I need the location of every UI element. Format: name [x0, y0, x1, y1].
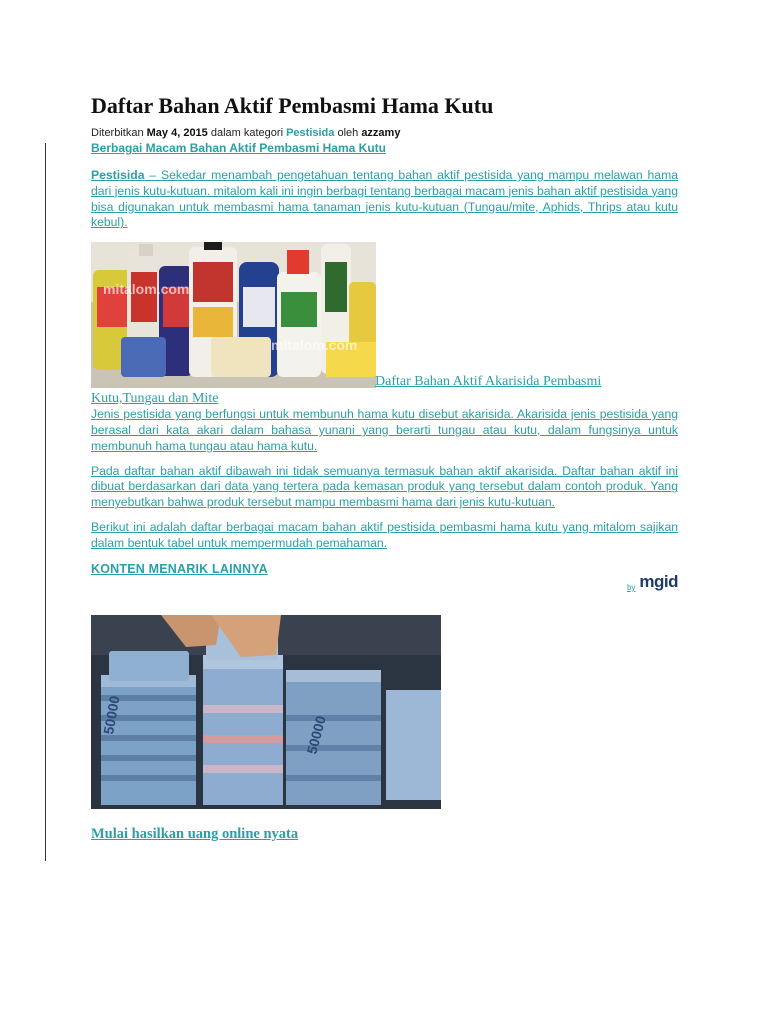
mgid-branding[interactable]	[627, 572, 678, 592]
publish-date: May 4, 2015	[146, 127, 208, 139]
money-stacks-photo[interactable]	[91, 615, 441, 809]
article-title: Daftar Bahan Aktif Pembasmi Hama Kutu	[91, 93, 494, 118]
related-content-heading[interactable]: KONTEN MENARIK LAINNYA	[91, 561, 268, 576]
by-label: by	[626, 583, 636, 592]
image-caption-link[interactable]: Daftar Bahan Aktif Akarisida Pembasmi	[375, 374, 602, 390]
banknote-value-2: 50000	[303, 714, 329, 756]
paragraph-tabel[interactable]: Berikut ini adalah daftar berbagai macam bahan aktif pestisida pembasmi hama kutu yang mitalom sajikan dalam bentuk tabel untuk mempermudah pemahaman.	[91, 519, 678, 550]
category-link[interactable]: Pestisida	[286, 127, 335, 139]
banknote-value: 50000	[100, 694, 123, 736]
published-prefix: Diterbitkan	[91, 127, 144, 139]
mgid-logo: mgid	[639, 572, 678, 591]
watermark-text: mitalom.com	[103, 281, 190, 298]
category-prefix: dalam kategori	[210, 127, 284, 139]
intro-text: – Sekedar menambah pengetahuan tentang bahan aktif pestisida yang mampu melawan hama dari jenis kutu-kutuan. mitalom kali ini ingin berbagi tentang berbagai macam jenis bahan aktif pestisida yang bisa digunakan untuk membasmi hama tanaman jenis kutu-kutuan (Tungau/mite, Aphids, Thrips atau kutu kebul).	[91, 168, 678, 230]
image-caption-link-line2[interactable]: Kutu,Tungau dan Mite	[91, 391, 219, 407]
author-name: azzamy	[361, 127, 401, 139]
pesticide-products-photo[interactable]	[91, 242, 376, 388]
ad-title-link[interactable]: Mulai hasilkan uang online nyata	[91, 826, 299, 842]
paragraph-akarisida[interactable]: Jenis pestisida yang berfungsi untuk membunuh hama kutu disebut akarisida. Akarisida jenis pestisida yang berasal dari kata akari dalam bahasa yunani yang berarti tungau atau kutu, dalam fungsinya untuk membunuh hama tungau atau hama kutu.	[91, 407, 678, 453]
author-prefix: oleh	[337, 127, 359, 139]
watermark-text-2: mitalom.com	[271, 337, 358, 354]
article-subheading-link[interactable]: Berbagai Macam Bahan Aktif Pembasmi Hama Kutu	[91, 141, 386, 155]
paragraph-daftar[interactable]: Pada daftar bahan aktif dibawah ini tidak semuanya termasuk bahan aktif akarisida. Daftar bahan aktif ini dibuat berdasarkan dari data yang tertera pada kemasan produk yang tersebut dalam contoh produk. Yang menyebutkan bahwa produk tersebut mampu membasmi hama dari jenis kutu-kutuan.	[91, 463, 678, 510]
article-meta	[91, 126, 678, 140]
intro-lead: Pestisida	[91, 168, 145, 182]
article	[91, 92, 678, 842]
margin-rule	[45, 143, 46, 861]
product-image-row	[91, 242, 678, 388]
intro-paragraph[interactable]	[91, 168, 678, 231]
